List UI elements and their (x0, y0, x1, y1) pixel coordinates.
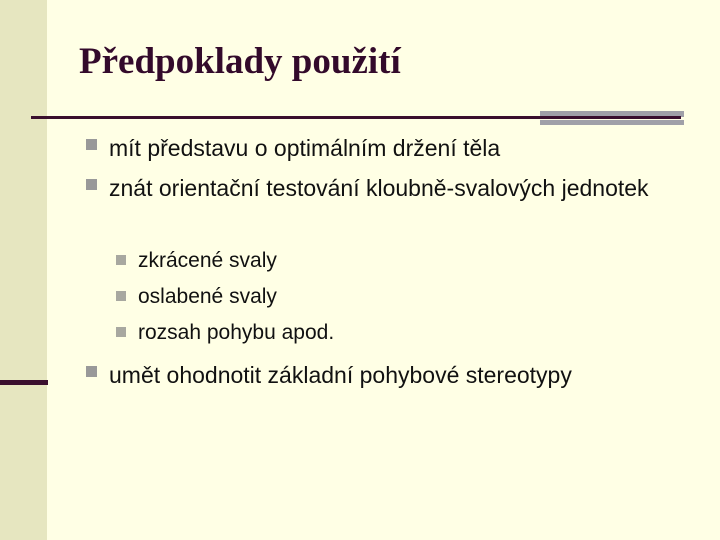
sub-bullet-text: oslabené svaly (138, 285, 277, 308)
sub-bullet-item (116, 284, 277, 310)
square-bullet-icon (86, 139, 97, 150)
bullet-item (86, 172, 676, 204)
square-bullet-icon (116, 255, 126, 265)
square-bullet-icon (116, 291, 126, 301)
sub-bullet-text: rozsah pohybu apod. (138, 321, 335, 344)
bullet-text: mít představu o optimálním držení těla (109, 135, 501, 161)
slide-title: Předpoklady použití (79, 41, 401, 82)
square-bullet-icon (116, 327, 126, 337)
left-decor-band (0, 0, 47, 540)
sub-bullet-text: zkrácené svaly (138, 249, 277, 272)
square-bullet-icon (86, 179, 97, 190)
title-rule (31, 116, 681, 119)
title-rule-accent-bottom (540, 120, 684, 125)
bullet-text: umět ohodnotit základní pohybové stereotypy (109, 362, 572, 388)
bullet-text: znát orientační testování kloubně-svalových jednotek (109, 175, 649, 201)
left-decor-marker (0, 380, 48, 385)
sub-bullet-item (116, 248, 277, 274)
bullet-item (86, 359, 572, 391)
bullet-item (86, 132, 500, 164)
sub-bullet-item (116, 320, 334, 346)
square-bullet-icon (86, 366, 97, 377)
